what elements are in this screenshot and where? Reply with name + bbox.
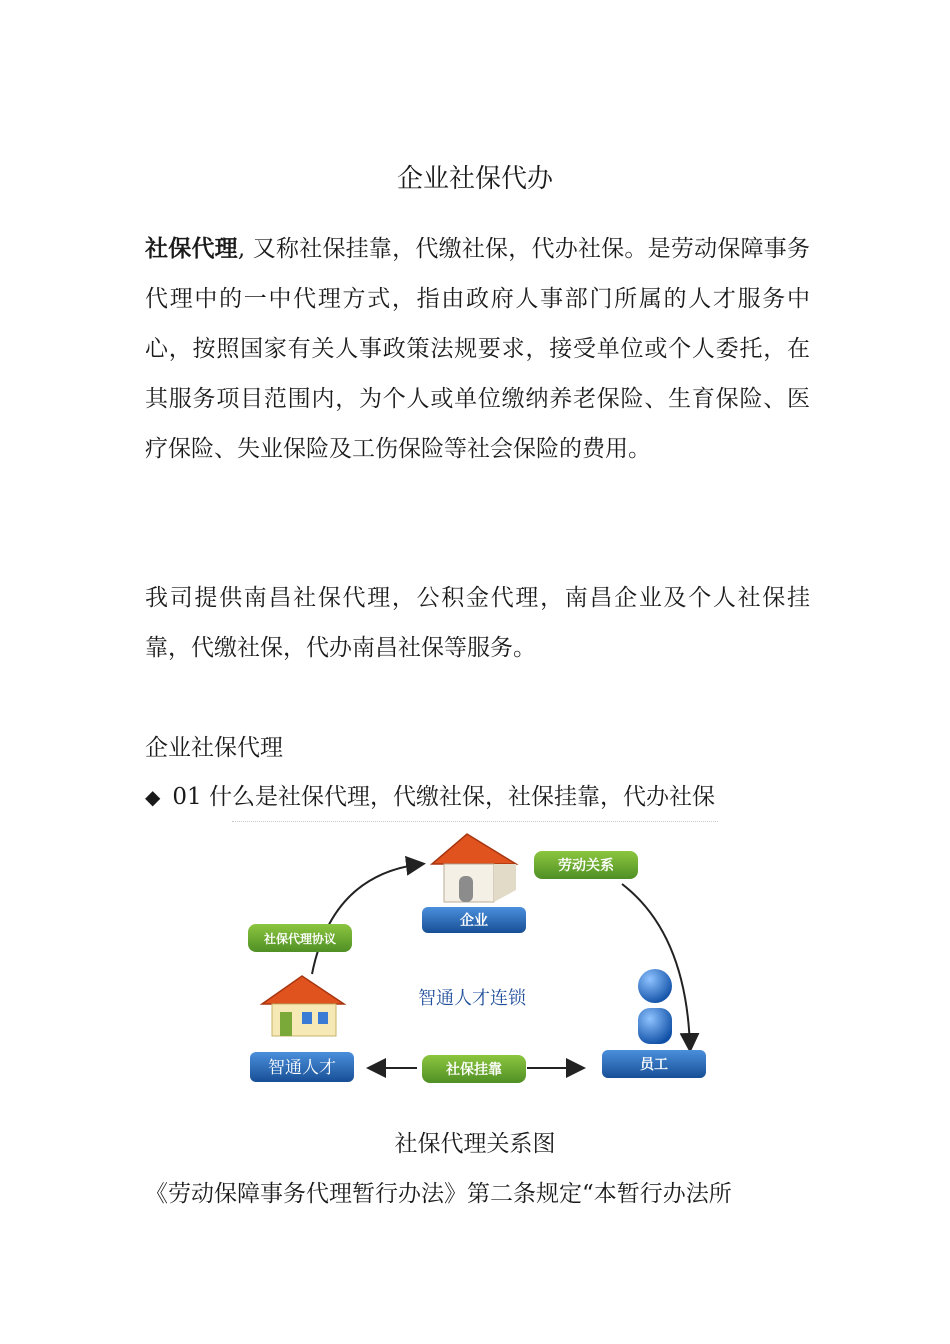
bullet-text: 01 什么是社保代理，代缴社保，社保挂靠，代办社保 bbox=[172, 784, 715, 810]
labor-relation-label: 劳动关系 bbox=[558, 858, 614, 874]
bullet-item bbox=[145, 772, 715, 822]
agreement-label: 社保代理协议 bbox=[263, 932, 337, 946]
page-title: 企业社保代办 bbox=[396, 164, 553, 194]
affiliation-label: 社保挂靠 bbox=[446, 1062, 502, 1078]
intro-bold-term: 社保代理 bbox=[145, 236, 238, 262]
arrow-agency-to-company bbox=[312, 864, 422, 974]
company-house-icon bbox=[432, 834, 516, 902]
employee-label: 员工 bbox=[640, 1057, 668, 1073]
relationship-diagram bbox=[232, 824, 718, 1096]
diamond-bullet-icon: ◆ bbox=[145, 785, 161, 809]
employee-figure-icon bbox=[638, 969, 672, 1044]
center-text: 智通人才连锁 bbox=[418, 988, 526, 1009]
diagram-caption: 社保代理关系图 bbox=[394, 1131, 556, 1157]
intro-paragraph bbox=[145, 224, 810, 474]
section-heading: 企业社保代理 bbox=[145, 735, 283, 761]
services-paragraph: 我司提供南昌社保代理，公积金代理，南昌企业及个人社保挂靠，代缴社保，代办南昌社保等服务。 bbox=[145, 585, 810, 661]
divider bbox=[232, 821, 718, 822]
intro-text: , 又称社保挂靠，代缴社保，代办社保。是劳动保障事务代理中的一中代理方式，指由政府人事部门所属的人才服务中心，按照国家有关人事政策法规要求，接受单位或个人委托，在其服务项目范围内，为个人或单位缴纳养老保险、生育保险、医疗保险、失业保险及工伤保险等社会保险的费用。 bbox=[145, 236, 811, 462]
agency-house-icon bbox=[262, 976, 344, 1036]
regulation-line: 《劳动保障事务代理暂行办法》第二条规定“本暂行办法所 bbox=[145, 1181, 732, 1207]
company-label: 企业 bbox=[460, 913, 488, 929]
agency-label: 智通人才 bbox=[268, 1058, 336, 1078]
